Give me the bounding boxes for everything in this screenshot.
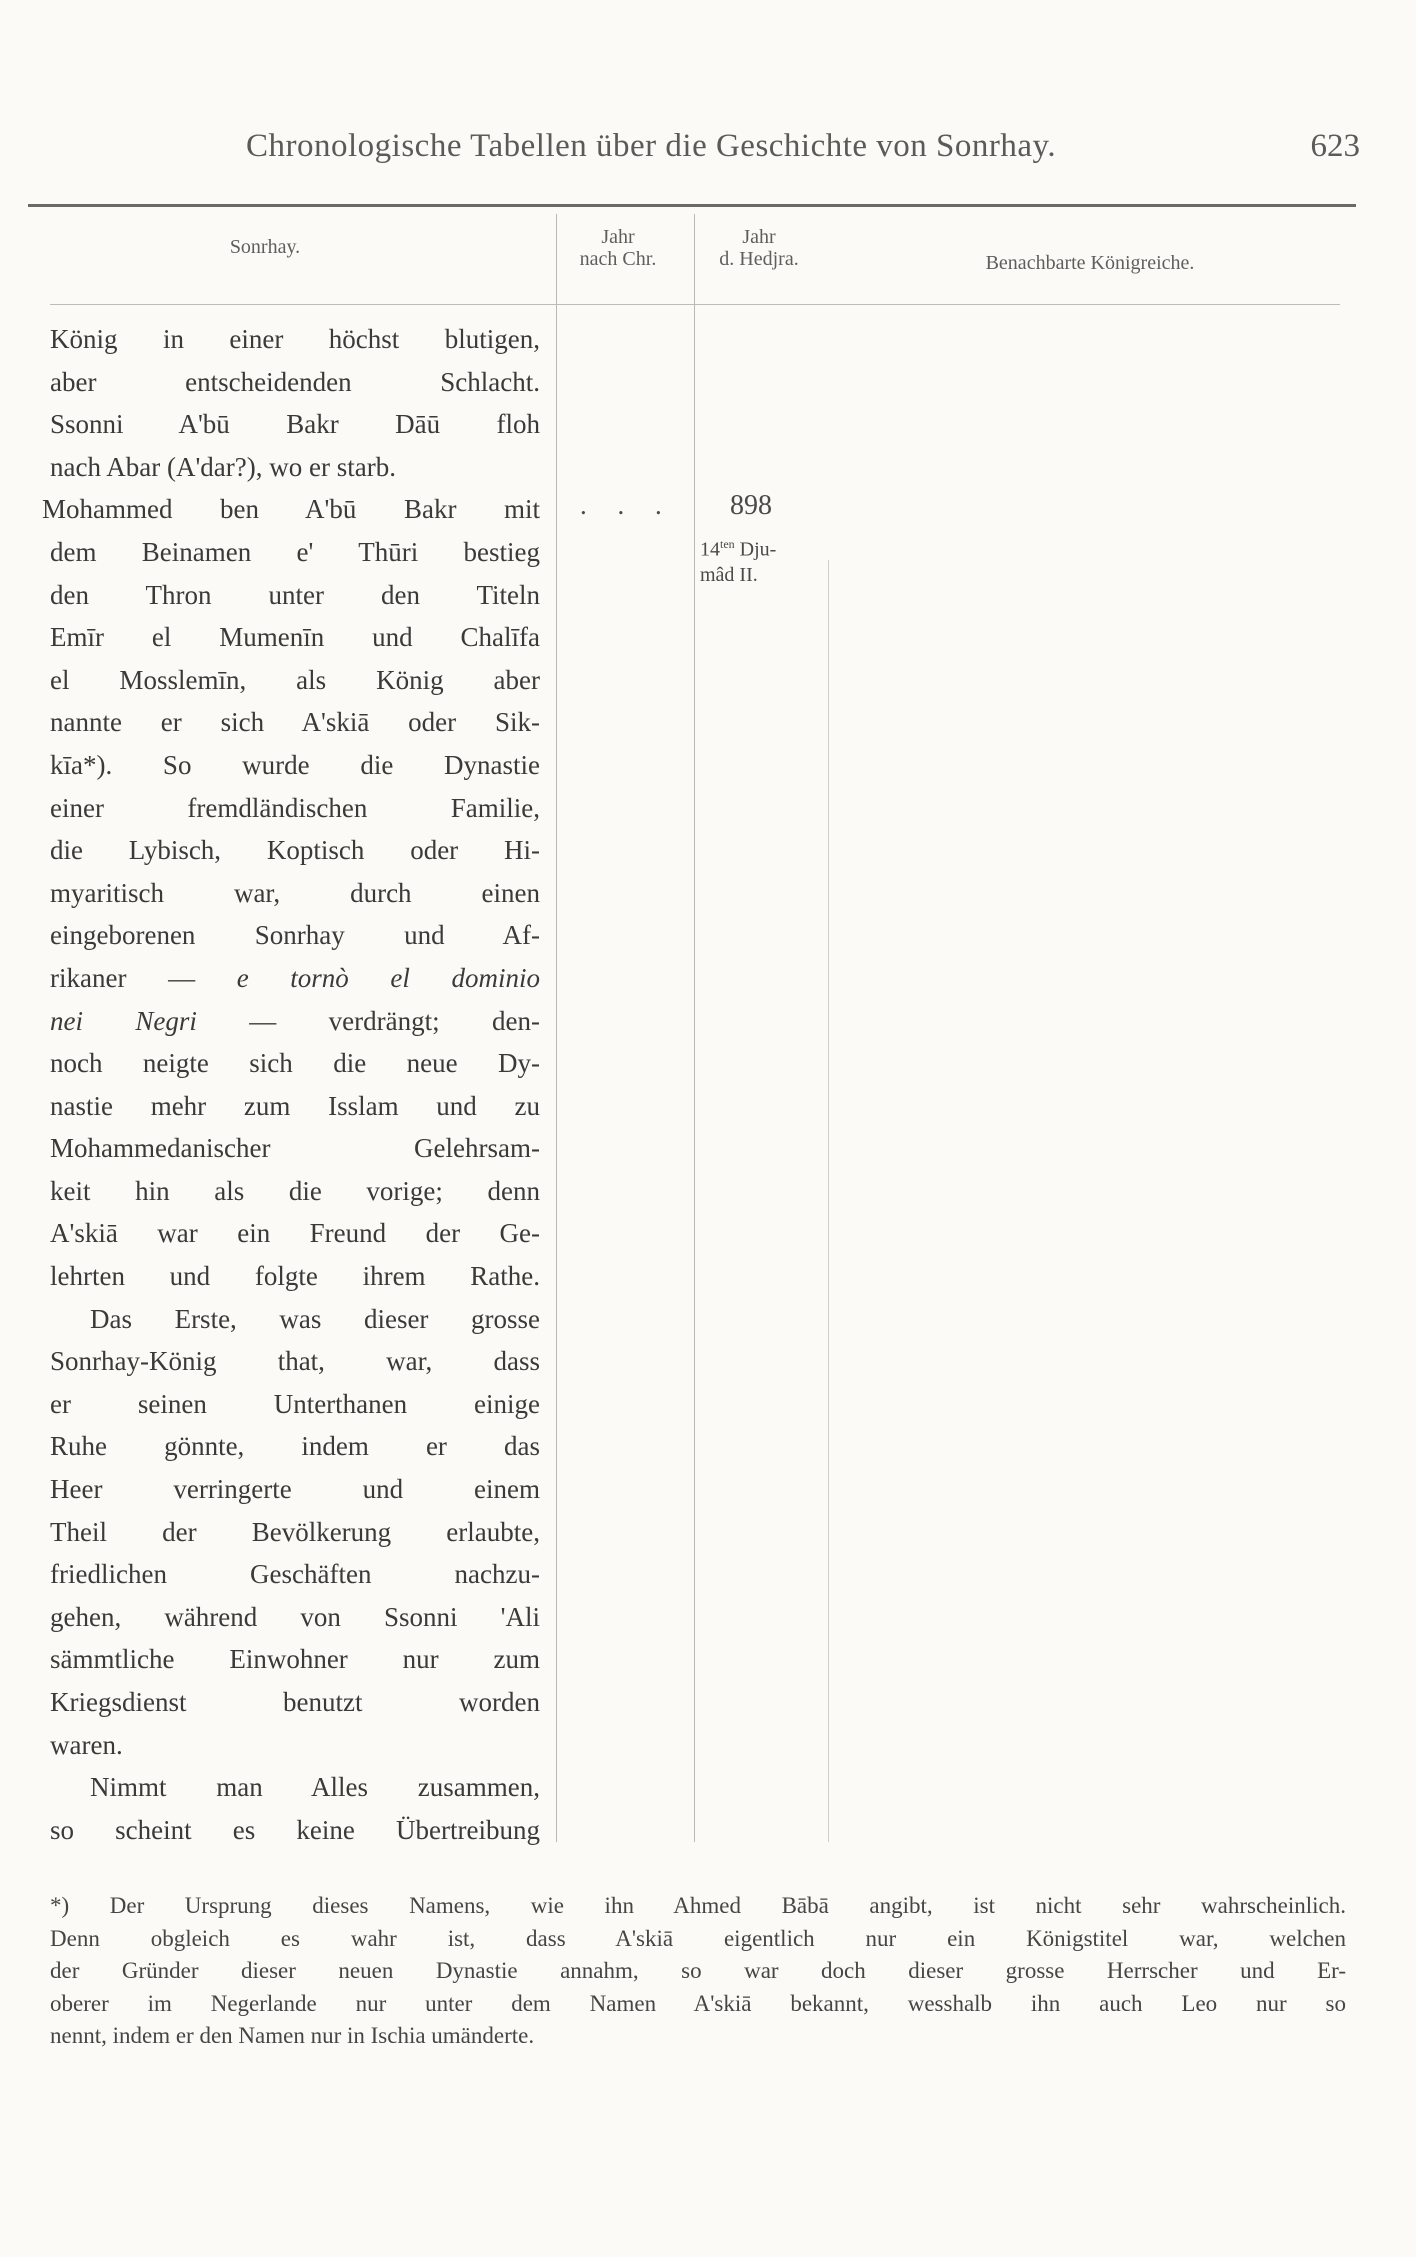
sonrhay-column-text <box>42 318 541 1851</box>
text-line: myaritisch war, durch einen <box>50 877 540 908</box>
text-line: keit hin als die vorige; denn <box>50 1175 540 1206</box>
text-line: Nimmt man Alles zusammen, <box>90 1772 540 1803</box>
text-line: einer fremdländischen Familie, <box>50 792 540 823</box>
text-line: den Thron unter den Titeln <box>50 579 540 610</box>
text-line: nastie mehr zum Isslam und zu <box>50 1090 540 1121</box>
column-header-jahr-nach-chr <box>558 226 678 270</box>
text-line <box>50 957 540 1000</box>
text-line: Sonrhay-König that, war, dass <box>50 1346 540 1377</box>
column-header-benachbarte: Benachbarte Königreiche. <box>985 252 1195 274</box>
column-header-jahr-chr-line1: Jahr <box>601 226 635 248</box>
footnote-line: nennt, indem er den Namen nur in Ischia umänderte. <box>50 2023 535 2048</box>
text-line: waren. <box>50 1729 123 1760</box>
footnote-line: Denn obgleich es wahr ist, dass A'skiā eigentlich nur ein Königstitel war, welchen <box>50 1925 1346 1951</box>
text-line: Emīr el Mumenīn und Chalīfa <box>50 622 540 653</box>
hedjra-date <box>700 532 830 588</box>
footnote-line: *) Der Ursprung dieses Namens, wie ihn Ahmed Bābā angibt, ist nicht sehr wahrscheinlich. <box>50 1893 1346 1918</box>
hedjra-day: 14 <box>700 538 720 561</box>
column-header-jahr-chr-line2: nach Chr. <box>579 248 657 270</box>
hedjra-month-part2: mâd II. <box>700 563 758 586</box>
column-divider <box>556 214 557 1842</box>
text-line: nannte er sich A'skiā oder Sik- <box>50 707 540 738</box>
text-line: Mohammed ben A'bū Bakr mit <box>42 494 540 525</box>
column-header-hedjra-line1: Jahr <box>742 226 776 248</box>
text-line: eingeborenen Sonrhay und Af- <box>50 920 540 951</box>
text-line: Kriegsdienst benutzt worden <box>50 1687 540 1717</box>
column-header-hedjra-line2: d. Hedjra. <box>719 248 799 270</box>
text-run: rikaner — <box>50 962 237 993</box>
text-line: König in einer höchst blutigen, <box>50 324 540 354</box>
text-line: sämmtliche Einwohner nur zum <box>50 1644 540 1675</box>
jahr-chr-dots: . . . <box>580 490 674 520</box>
column-divider <box>694 214 695 1842</box>
text-line: Mohammedanischer Gelehrsam- <box>50 1133 540 1164</box>
text-line: lehrten und folgte ihrem Rathe. <box>50 1261 540 1292</box>
text-line: Ruhe gönnte, indem er das <box>50 1431 540 1462</box>
text-line: friedlichen Geschäften nachzu- <box>50 1559 540 1590</box>
text-run: — verdrängt; den- <box>196 1005 540 1036</box>
text-line: Ssonni A'bū Bakr Dāū floh <box>50 409 540 440</box>
running-title: Chronologische Tabellen über die Geschichte von Sonrhay. <box>246 128 1057 164</box>
footnote-line: der Gründer dieser neuen Dynastie annahm, so war doch dieser grosse Herrscher und Er- <box>50 1958 1346 1983</box>
column-header-sonrhay: Sonrhay. <box>229 236 301 258</box>
column-divider <box>828 560 829 1842</box>
footnote-line: oberer im Negerlande nur unter dem Namen A'skiā bekannt, wesshalb ihn auch Leo nur so <box>50 1990 1346 2016</box>
text-line: Heer verringerte und einem <box>50 1474 540 1505</box>
italian-quote: nei Negri <box>50 1005 197 1036</box>
text-line <box>50 1000 540 1043</box>
text-line: aber entscheidenden Schlacht. <box>50 366 540 397</box>
text-line: el Mosslemīn, als König aber <box>50 664 540 695</box>
text-line: Theil der Bevölkerung erlaubte, <box>50 1516 540 1547</box>
text-line: dem Beinamen e' Thūri bestieg <box>50 536 540 567</box>
text-line: gehen, während von Ssonni 'Ali <box>50 1601 540 1632</box>
hedjra-day-suffix: ten <box>720 537 735 551</box>
footnote <box>50 1890 1346 2053</box>
text-line: Das Erste, was dieser grosse <box>90 1303 540 1334</box>
text-line: er seinen Unterthanen einige <box>50 1388 540 1419</box>
text-line: kīa*). So wurde die Dynastie <box>50 749 540 780</box>
text-line: so scheint es keine Übertreibung <box>50 1814 540 1845</box>
italian-quote: e tornò el dominio <box>236 962 541 993</box>
text-line: nach Abar (A'dar?), wo er starb. <box>50 451 396 482</box>
column-header-jahr-hedjra <box>694 226 824 270</box>
hedjra-month-part1: Dju- <box>734 538 777 561</box>
page-number: 623 <box>1310 128 1360 164</box>
hedjra-year: 898 <box>730 490 772 521</box>
text-line: noch neigte sich die neue Dy- <box>50 1048 540 1079</box>
text-line: A'skiā war ein Freund der Ge- <box>50 1218 540 1249</box>
text-line: die Lybisch, Koptisch oder Hi- <box>50 835 540 866</box>
column-header-rule <box>50 304 1340 305</box>
header-rule <box>28 204 1356 207</box>
